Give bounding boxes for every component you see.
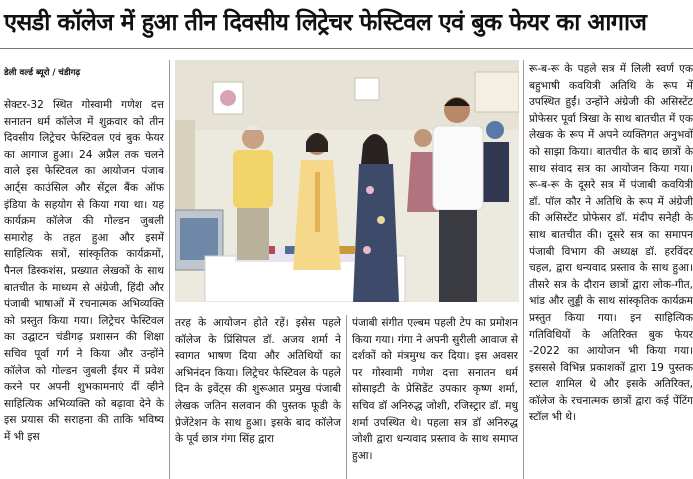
column-divider [346,315,347,479]
column-4-text: रू-ब-रू के पहले सत्र में लिली स्वर्ण एक बहुभाषी कवयित्री अतिथि के रूप में उपस्थित हुईं। उन्होंने अंग्रेजी की असिस्टेंट प्रोफेसर पूर्वा त्रिखा के साथ बातचीत में एक लेखक के रूप में अपने व्यक्तिगत अनुभवों को साझा किया। बातचीत के बाद छात्रों के साथ संवाद सत्र का आयोजन किया गया। रू-ब-रू के दूसरे सत्र में पंजाबी कवयित्री डॉ. पॉल कौर ने अतिथि के रूप में अंग्रेजी की असिस्टेंट प्रोफेसर डॉ. मंदीप सनेही के साथ बातचीत की। दूसरे सत्र का समापन पंजाबी विभाग की अध्यक्ष डॉ. हरविंदर चहल, द्वारा धन्यवाद प्रस्ताव के साथ हुआ। तीसरे सत्र के दौरान छात्रों द्वारा लोक-गीत, भांड और लुड्डी के साथ सांस्कृतिक कार्यक्रम प्रस्तुत किया गया। इन साहित्यिक गतिविधियों के अतिरिक्त बुक फेयर -2022 का आयोजन भी किया गया। इसससे विभिन्न प्रकाशकों द्वारा 19 पुस्तक स्टाल शामिल थे और इसके अतिरिक्त, कॉलेज के रचनात्मक छात्रों द्वारा कई पेंटिंग स्टॉल भी थे। [529,63,693,424]
byline: डेली वर्ल्ड ब्यूरो / चंडीगढ़ [4,68,81,78]
event-photo [175,60,519,302]
headline: एसडी कॉलेज में हुआ तीन दिवसीय लिट्रेचर फेस्टिवल एवं बुक फेयर का आगाज [4,8,647,36]
column-divider [169,60,170,479]
article-column-2 [175,315,341,479]
people-at-book-fair-photo [175,60,519,302]
column-2-text: तरह के आयोजन होते रहें। इसेस पहले कॉलेज के प्रिंसिपल डॉ. अजय शर्मा ने स्वागत भाषण दिया और अतिथियों का अभिनंदन किया। लिट्रेचर फेस्टिवल के पहले दिन के इवेंट्स की शुरूआत प्रमुख पंजाबी लेखक जतिन सलवान की पुस्तक फूडी के प्रेजेंटेशन के साथ हुआ। इसके बाद कॉलेज के पूर्व छात्र गंगा सिंह द्वारा [175,317,341,446]
column-divider [523,60,524,479]
article-column-3 [352,315,518,479]
article-column-1 [4,97,164,479]
article-column-4 [529,61,693,479]
column-3-text: पंजाबी संगीत एल्बम पहली टेप का प्रमोशन किया गया। गंगा ने अपनी सुरीली आवाज से दर्शकों को मंत्रमुग्ध कर दिया। इस अवसर पर गोस्वामी गणेश दत्ता सनातन धर्म सोसाइटी के प्रेसिडेंट उपकार कृष्ण शर्मा, सचिव डॉ अनिरुद्ध जोशी, रजिस्ट्रार डॉ. मधु शर्मा उपस्थित थे। पहला सत्र डॉ अनिरुद्ध जोशी द्वारा धन्यवाद प्रस्ताव के साथ समाप्त हुआ। [352,317,518,462]
headline-rule [0,48,693,49]
column-1-text: सेक्टर-32 स्थित गोस्वामी गणेश दत्त सनातन धर्म कॉलेज में शुक्रवार को तीन दिवसीय लिट्रेचर फेस्टिवल एवं बुक फेयर का आगाज हुआ। 24 अप्रैल तक चलने वाले इस फेस्टिवल का आयोजन पंजाब आर्ट्स काउंसिल और सेंट्रल बैंक ऑफ इंडिया के सहयोग से किया गया था। यह कार्यक्रम कॉलेज की गोल्डन जुबली समारोह के तहत हुआ और इसमें साहित्यिक सत्रों, सांस्कृतिक कार्यक्रमों, पैनल डिस्कशंस, प्रख्यात लेखकों के साथ बातचीत के माध्यम से अंग्रेजी, हिंदी और पंजाबी भाषाओं में रचनात्मक अभिव्यक्ति को प्रस्तुत किया गया। लिट्रेचर फेस्टिवल का उद्घाटन चंडीगढ़ प्रशासन की शिक्षा सचिव पूर्वा गर्ग ने किया और उन्होंने कॉलेज को गोल्डन जुबली ईयर में प्रवेश करने पर अपनी शुभकामनाएं दीं व्हीने साहित्यिक अभिव्यक्ति को बढ़ावा देने के इस प्रयास की सराहना की ताकि भविष्य में भी इस [4,99,164,443]
